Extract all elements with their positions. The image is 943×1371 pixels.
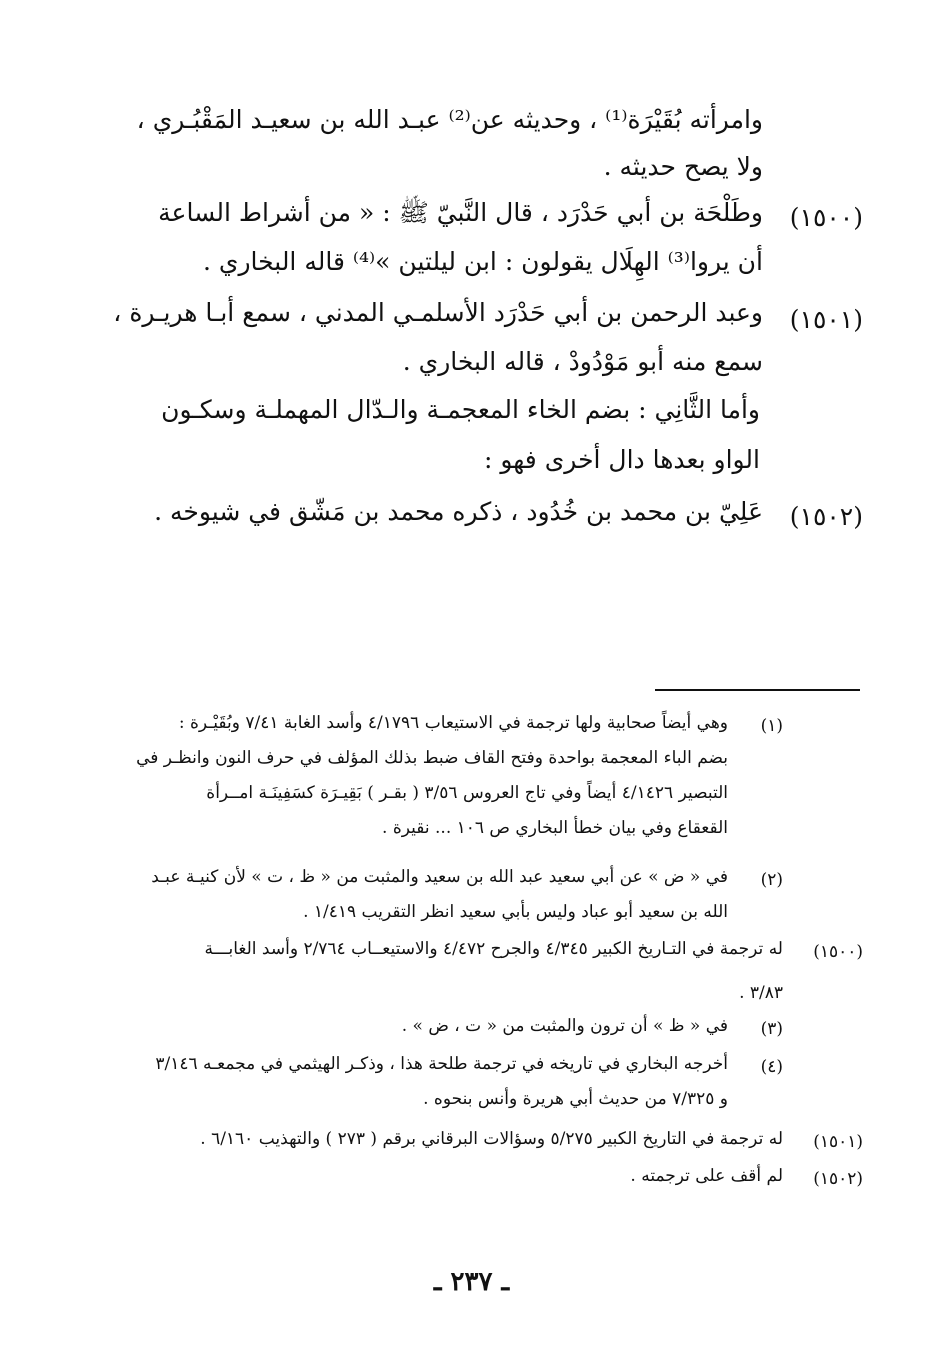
footnote-line: له ترجمة في التـاريخ الكبير ٤/٣٤٥ والجرح ٤/٤٧٢ والاستيعــاب ٢/٧٦٤ وأسد الغابـــة [204,939,783,959]
entry-number-1501: (١٥٠١) [789,305,863,334]
footnote-number: (١٥٠٠) [813,942,863,962]
footnote-number: (٢) [760,870,783,890]
footnote-line: في « ظ » أن ترون والمثبت من « ت ، ض » . [401,1016,728,1036]
main-line: أن يروا⁽³⁾ الهِلَال يقولون : ابن ليلتين »⁽⁴⁾ قاله البخاري . [202,247,763,276]
footnote-number: (٣) [760,1019,783,1039]
footnote-line: له ترجمة في التاريخ الكبير ٥/٢٧٥ وسؤالات البرقاني برقم ( ٢٧٣ ) والتهذيب ٦/١٦٠ . [200,1129,783,1149]
main-line: عَلِيّ بن محمد بن خُدُود ، ذكره محمد بن مَشّق في شيوخه . [154,497,763,526]
entry-number-1500: (١٥٠٠) [789,203,863,232]
footnote-line: الله بن سعيد أبو عباد وليس بأبي سعيد انظر التقريب ١/٤١٩ . [303,902,728,922]
footnote-number: (٤) [760,1057,783,1077]
main-line: وطَلْحَة بن أبي حَدْرَد ، قال النَّبيّ ﷺ : « من أشراط الساعة [158,198,763,227]
main-line: ولا يصح حديثه . [603,152,763,181]
footnote-line: في « ض » عن أبي سعيد عبد الله بن سعيد والمثبت من « ظ ، ت » لأن كنيـة عبـد [151,867,728,887]
footnote-line: بضم الباء المعجمة بواحدة وفتح القاف ضبط بذلك المؤلف في حرف النون وانظـر في [136,748,728,768]
main-line: وعبد الرحمن بن أبي حَدْرَد الأسلمـي المدني ، سمع أبـا هريـرة ، [113,298,763,327]
footnote-number: (١٥٠١) [813,1132,863,1152]
footnote-line: التبصير ٤/١٤٢٦ أيضاً وفي تاج العروس ٣/٥٦ ( بقـر ) بَقِيـرَة كسَفِينَـة امــرأة [206,783,728,803]
footnote-number: (١٥٠٢) [813,1169,863,1189]
footnote-line: و ٧/٣٢٥ من حديث أبي هريرة وأنس بنحوه . [423,1089,728,1109]
entry-number-1502: (١٥٠٢) [789,502,863,531]
main-line: سمع منه أبو مَوْدُودْ ، قاله البخاري . [402,347,763,376]
footnote-number: (١) [760,716,783,736]
footnote-line: القعقاع وفي بيان خطأ البخاري ص ١٠٦ ... نقيرة . [382,818,728,838]
main-line: الواو بعدها دال أخرى فهو : [484,445,760,474]
footnote-separator [655,689,860,691]
main-line: وامرأته بُقَيْرَة⁽¹⁾ ، وحديثه عن⁽²⁾ عبـد الله بن سعيـد المَقْبُـري ، [136,105,763,134]
footnote-line: وهي أيضاً صحابية ولها ترجمة في الاستيعاب ٤/١٧٩٦ وأسد الغابة ٧/٤١ وبُقَيْـرة : [178,713,728,733]
main-line: وأما الثَّانِي : بضم الخاء المعجمـة والـدّال المهملـة وسكـون [161,395,760,424]
footnote-line: ٣/٨٣ . [739,983,783,1003]
page-number: ـ ٢٣٧ ـ [433,1267,510,1297]
footnote-line: أخرجه البخاري في تاريخه في ترجمة طلحة هذا ، وذكـر الهيثمي في مجمعـه ٣/١٤٦ [155,1054,728,1074]
footnote-line: لم أقف على ترجمته . [630,1166,783,1186]
